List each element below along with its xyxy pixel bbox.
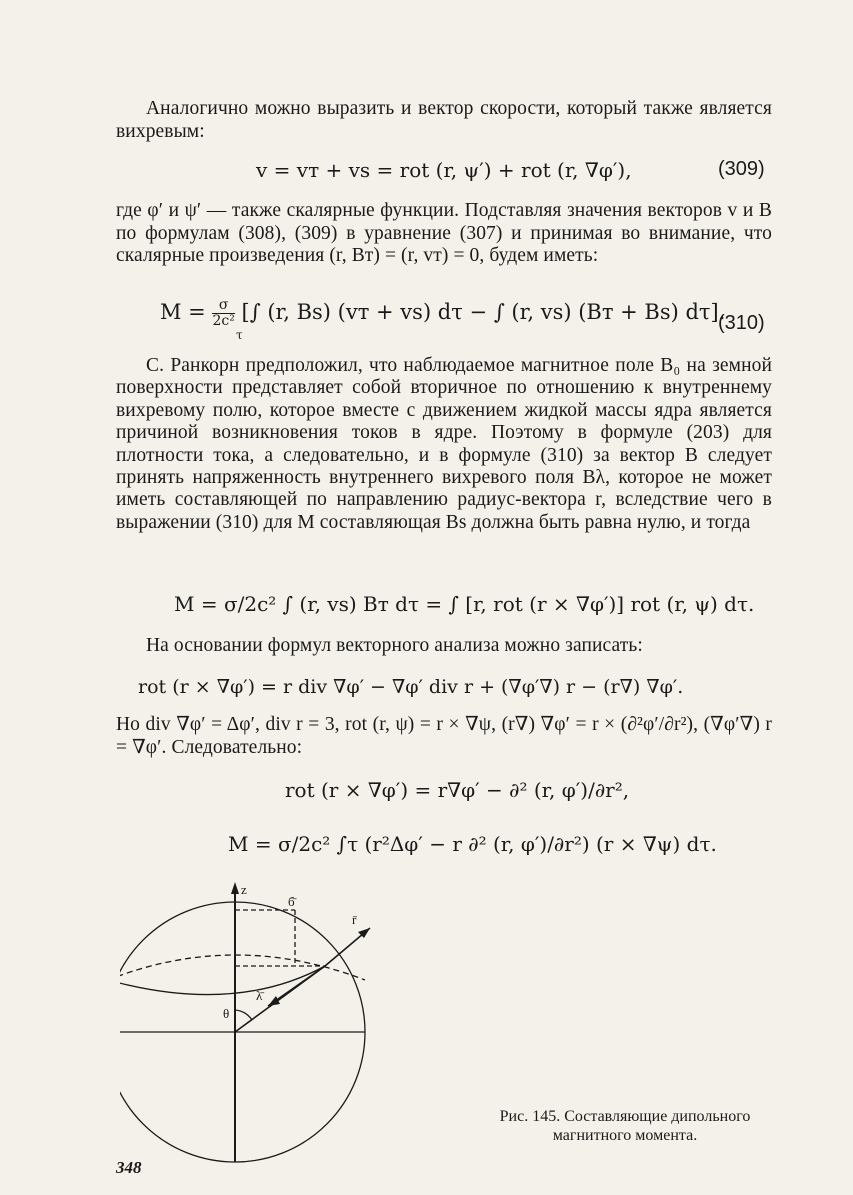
equation-309: v = vт + vs = rot (r, ψ′) + rot (r, ∇φ′), (256, 158, 632, 182)
caption-line-1: Рис. 145. Составляющие дипольного (499, 1108, 751, 1125)
eq310-frac-num: σ (212, 298, 234, 314)
paragraph-1-text: Аналогично можно выразить и вектор скорости, который также является вихревым: (116, 98, 772, 142)
paragraph-1 (116, 98, 772, 143)
paragraph-3-text: С. Ранкорн предположил, что наблюдаемое магнитное поле B₀ на земной поверхности представляет собой вторичное по отношению к внутреннему вихревому полю, которое вместе с движением жидкой массы ядра является причиной возникновения токов в ядре. Поэтому в формуле (203) для плотности тока, а следовательно, и в формуле (310) за вектор B следует принять напряженность внутреннего вихревого поля Bλ, которое не может иметь составляющей по направлению радиус-вектора r, вследствие чего в выражении (310) для M составляющая Bs должна быть равна нулю, и тогда (116, 355, 772, 533)
label-r: r̄ (352, 912, 357, 927)
eq310-subscript: τ (236, 328, 243, 342)
z-arrow-head (231, 882, 239, 894)
label-b: б̄ (288, 894, 295, 909)
eq310-body: [∫ (r, Bs) (vт + vs) dτ − ∫ (r, vs) (Bт + Bs) dτ]. (241, 300, 726, 324)
equation-310-number: (310) (718, 312, 765, 334)
theta-arc (235, 1010, 252, 1020)
eq310-frac-den: 2c² (212, 313, 235, 329)
caption-line-2: магнитного момента. (552, 1127, 698, 1144)
paragraph-2: где φ′ и ψ′ — также скалярные функции. Подставляя значения векторов v и B по формулам (308), (309) в уравнение (307) и принимая во внимание, что скалярные произведения (r, Bт) = (r, vт) = 0, будем иметь: (116, 200, 772, 267)
equation-rot-result: rot (r × ∇φ′) = r∇φ′ − ∂² (r, φ′)/∂r², (285, 778, 630, 802)
eq310-lhs: M = (160, 300, 213, 324)
equation-309-number: (309) (718, 158, 765, 180)
label-lambda: λ̄ (256, 988, 263, 1003)
paragraph-4 (116, 635, 772, 658)
equation-310 (160, 298, 725, 329)
parallel-front (120, 966, 325, 995)
paragraph-5: Но div ∇φ′ = Δφ′, div r = 3, rot (r, ψ) = r × ∇ψ, (r∇) ∇φ′ = r × (∂²φ′/∂r²), (∇φ′∇) r = ∇φ′. Следовательно: (116, 714, 772, 758)
page-number: 348 (116, 1158, 142, 1177)
figure-caption (470, 1107, 780, 1145)
label-z: z (241, 882, 247, 897)
lambda-arrow-head (268, 996, 280, 1006)
paragraph-4-text: На основании формул векторного анализа можно записать: (146, 635, 643, 656)
equation-rot-expansion: rot (r × ∇φ′) = r div ∇φ′ − ∇φ′ div r + (∇φ′∇) r − (r∇) ∇φ′. (138, 676, 684, 698)
equation-M1: M = σ/2c² ∫ (r, vs) Bт dτ = ∫ [r, rot (r × ∇φ′)] rot (r, ψ) dτ. (174, 592, 755, 616)
figure-sphere-diagram (120, 880, 380, 1170)
eq310-fraction (212, 298, 234, 329)
parallel-dashed (120, 955, 365, 980)
label-theta: θ (223, 1006, 230, 1021)
paragraph-3 (116, 355, 772, 534)
equation-M2: M = σ/2c² ∫τ (r²Δφ′ − r ∂² (r, φ′)/∂r²) (r × ∇ψ) dτ. (228, 832, 717, 856)
